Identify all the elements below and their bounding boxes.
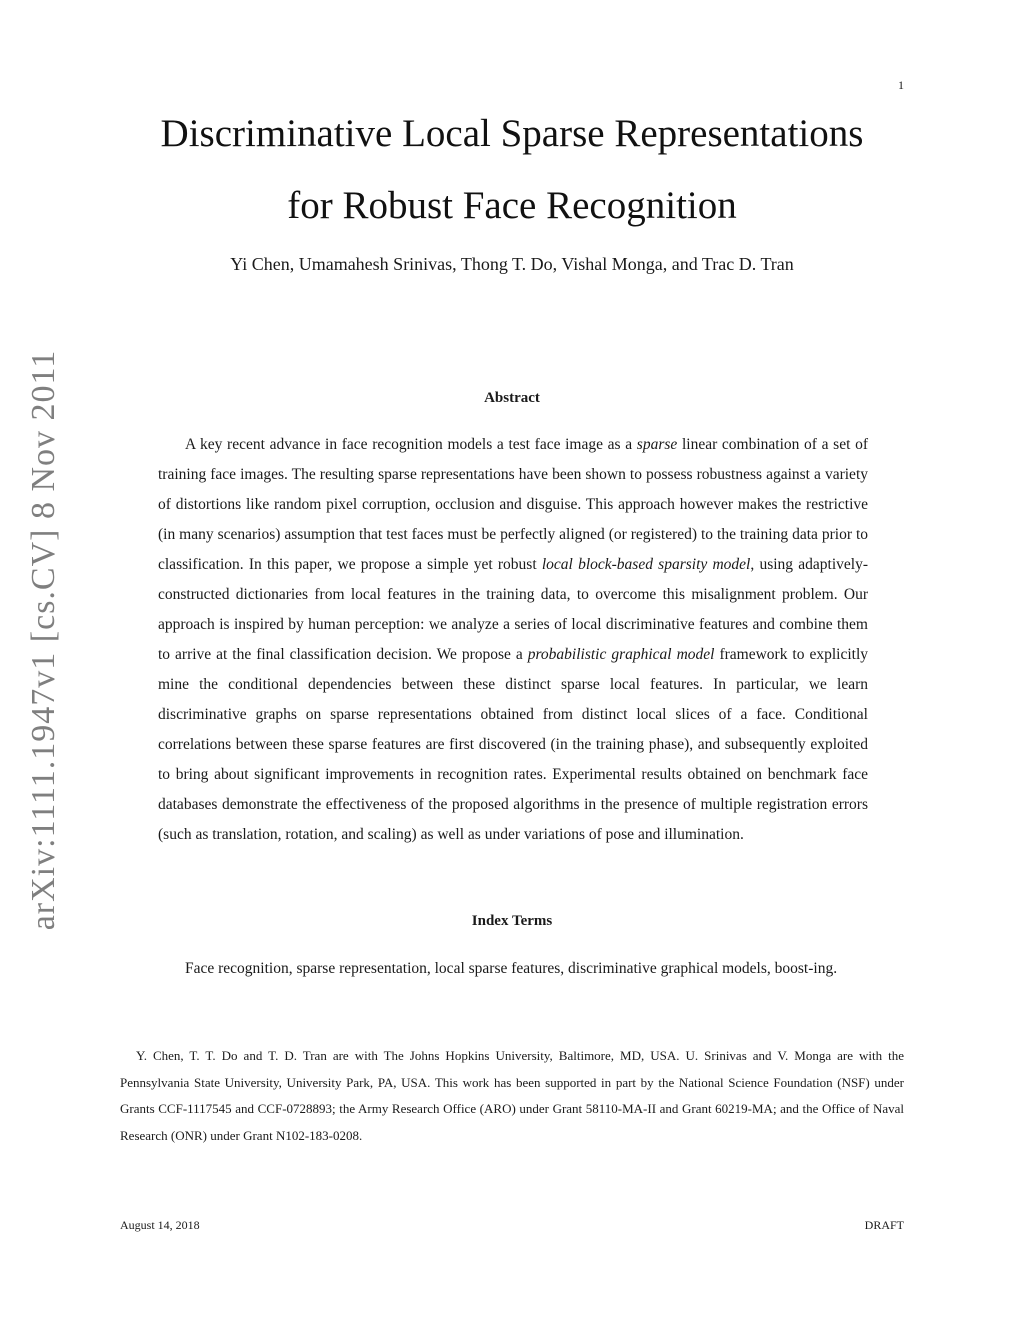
abstract-text-3: , using adaptively-constructed dictionaries from local features in the training data, to overcome this misalignment problem. Our approach is inspired by human perception: we analyze a series of local discriminative features and combine them to arrive at the final classification decision. We propose a: [158, 556, 868, 663]
abstract-emphasis-graphical: probabilistic graphical model: [527, 646, 715, 663]
author-affiliation-footnote: Y. Chen, T. T. Do and T. D. Tran are with The Johns Hopkins University, Baltimore, MD, USA. U. Srinivas and V. Monga are with the Pennsylvania State University, University Park, PA, USA. This work has been supported in part by the National Science Foundation (NSF) under Grants CCF-1117545 and CCF-0728893; the Army Research Office (ARO) under Grant 58110-MA-II and Grant 60219-MA; and the Office of Naval Research (ONR) under Grant N102-183-0208.: [120, 1048, 904, 1143]
footer-date: August 14, 2018: [120, 1218, 200, 1232]
abstract-text-2: linear combination of a set of training face images. The resulting sparse representations have been shown to possess robustness against a variety of distortions like random pixel corruption, occlusion and disguise. This approach however makes the restrictive (in many scenarios) assumption that test faces must be perfectly aligned (or registered) to the training data prior to classification. In this paper, we propose a simple yet robust: [158, 436, 868, 573]
paper-title-line-2: for Robust Face Recognition: [287, 184, 737, 227]
paper-title: [0, 98, 1024, 242]
abstract-body: [158, 430, 868, 850]
abstract-text-1: A key recent advance in face recognition models a test face image as a: [185, 436, 637, 453]
index-terms-heading: Index Terms: [471, 913, 553, 929]
page-number: 1: [898, 78, 904, 92]
footer-draft-label: DRAFT: [864, 1218, 904, 1232]
author-list: Yi Chen, Umamahesh Srinivas, Thong T. Do, Vishal Monga, and Trac D. Tran: [230, 254, 794, 274]
arxiv-identifier-stamp: arXiv:1111.1947v1 [cs.CV] 8 Nov 2011: [25, 349, 62, 931]
abstract-text-4: framework to explicitly mine the conditional dependencies between these distinct sparse local features. In particular, we learn discriminative graphs on sparse representations obtained from distinct local slices of a face. Conditional correlations between these sparse features are first discovered (in the training phase), and subsequently exploited to bring about significant improvements in recognition rates. Experimental results obtained on benchmark face databases demonstrate the effectiveness of the proposed algorithms in the presence of multiple registration errors (such as translation, rotation, and scaling) as well as under variations of pose and illumination.: [158, 646, 869, 843]
abstract-emphasis-model: local block-based sparsity model: [541, 556, 751, 573]
abstract-heading: Abstract: [484, 390, 540, 406]
paper-title-line-1: Discriminative Local Sparse Representations: [160, 112, 864, 155]
index-terms-body: Face recognition, sparse representation, local sparse features, discriminative graphical models, boost-ing.: [185, 960, 838, 977]
abstract-emphasis-sparse: sparse: [636, 436, 678, 453]
